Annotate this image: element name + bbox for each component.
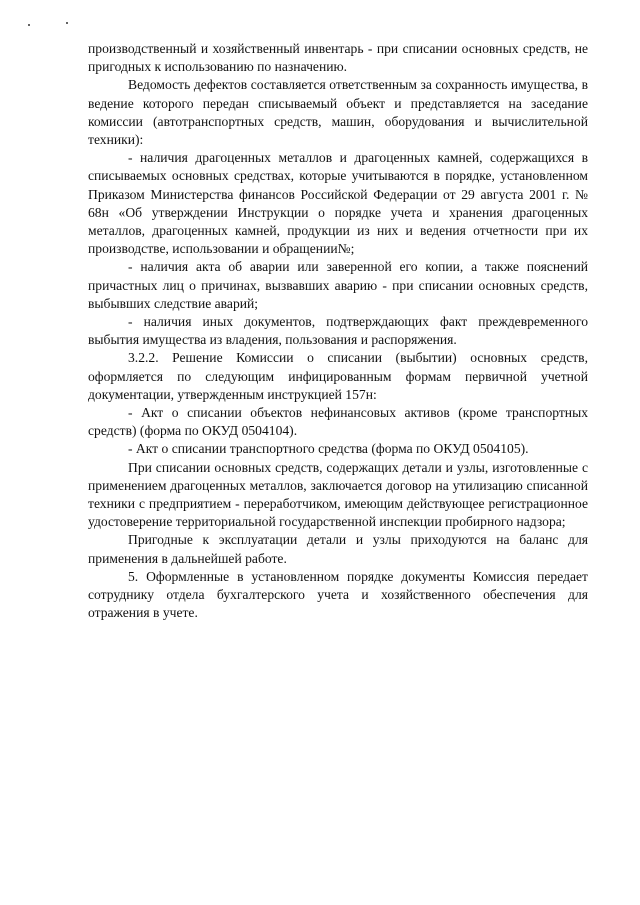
paragraph-usable-parts: Пригодные к эксплуатации детали и узлы приходуются на баланс для применения в дальнейшей работе. xyxy=(88,532,588,566)
paragraph-accident-act: - наличия акта об аварии или заверенной его копии, а также пояснений причастных лиц о причинах, вызвавших аварию - при списании основных средств, выбывших следствие аварий; xyxy=(88,259,588,311)
scan-dot xyxy=(28,24,30,26)
scan-artifact-marks xyxy=(28,20,88,30)
paragraph-inventory: производственный и хозяйственный инвентарь - при списании основных средств, не пригодных к использованию по назначению. xyxy=(88,41,588,75)
document-body xyxy=(88,40,588,623)
paragraph-act-transport: - Акт о списании транспортного средства (форма по ОКУД 0504105). xyxy=(128,441,529,457)
paragraph-defect-statement: Ведомость дефектов составляется ответственным за сохранность имущества, в ведение которого передан списываемый объект и представляется на заседание комиссии (автотранспортных средств, машин, оборудования и вычислительной техники): xyxy=(88,77,588,148)
paragraph-act-nonfinancial: - Акт о списании объектов нефинансовых активов (кроме транспортных средств) (форма по ОКУД 0504104). xyxy=(88,405,588,439)
paragraph-other-documents: - наличия иных документов, подтверждающих факт преждевременного выбытия имущества из владения, пользования и распоряжения. xyxy=(88,314,588,348)
paragraph-commission-decision: 3.2.2. Решение Комиссии о списании (выбытии) основных средств, оформляется по следующим инфицированным формам первичной учетной документации, утвержденным инструкцией 157н: xyxy=(88,350,588,402)
paragraph-documents-transfer: 5. Оформленные в установленном порядке документы Комиссия передает сотруднику отдела бухгалтерского учета и хозяйственного обеспечения для отражения в учете. xyxy=(88,568,588,621)
scan-dot xyxy=(66,22,68,24)
paragraph-precious-metals: - наличия драгоценных металлов и драгоценных камней, содержащихся в списываемых основных средствах, которые учитываются в порядке, установленном Приказом Министерства финансов Российской Федерации от 29 августа 2001 г. № 68н «Об утверждении Инструкции о порядке учета и хранения драгоценных металлов, драгоценных камней, продукции из них и ведения отчетности при их производстве, использовании и обращении№; xyxy=(88,150,588,257)
paragraph-recycling-contract: При списании основных средств, содержащих детали и узлы, изготовленные с применением драгоценных металлов, заключается договор на утилизацию списанной техники с предприятием - переработчиком, имеющим действующее регистрационное удостоверение территориальной государственной инспекции пробирного надзора; xyxy=(88,459,588,530)
